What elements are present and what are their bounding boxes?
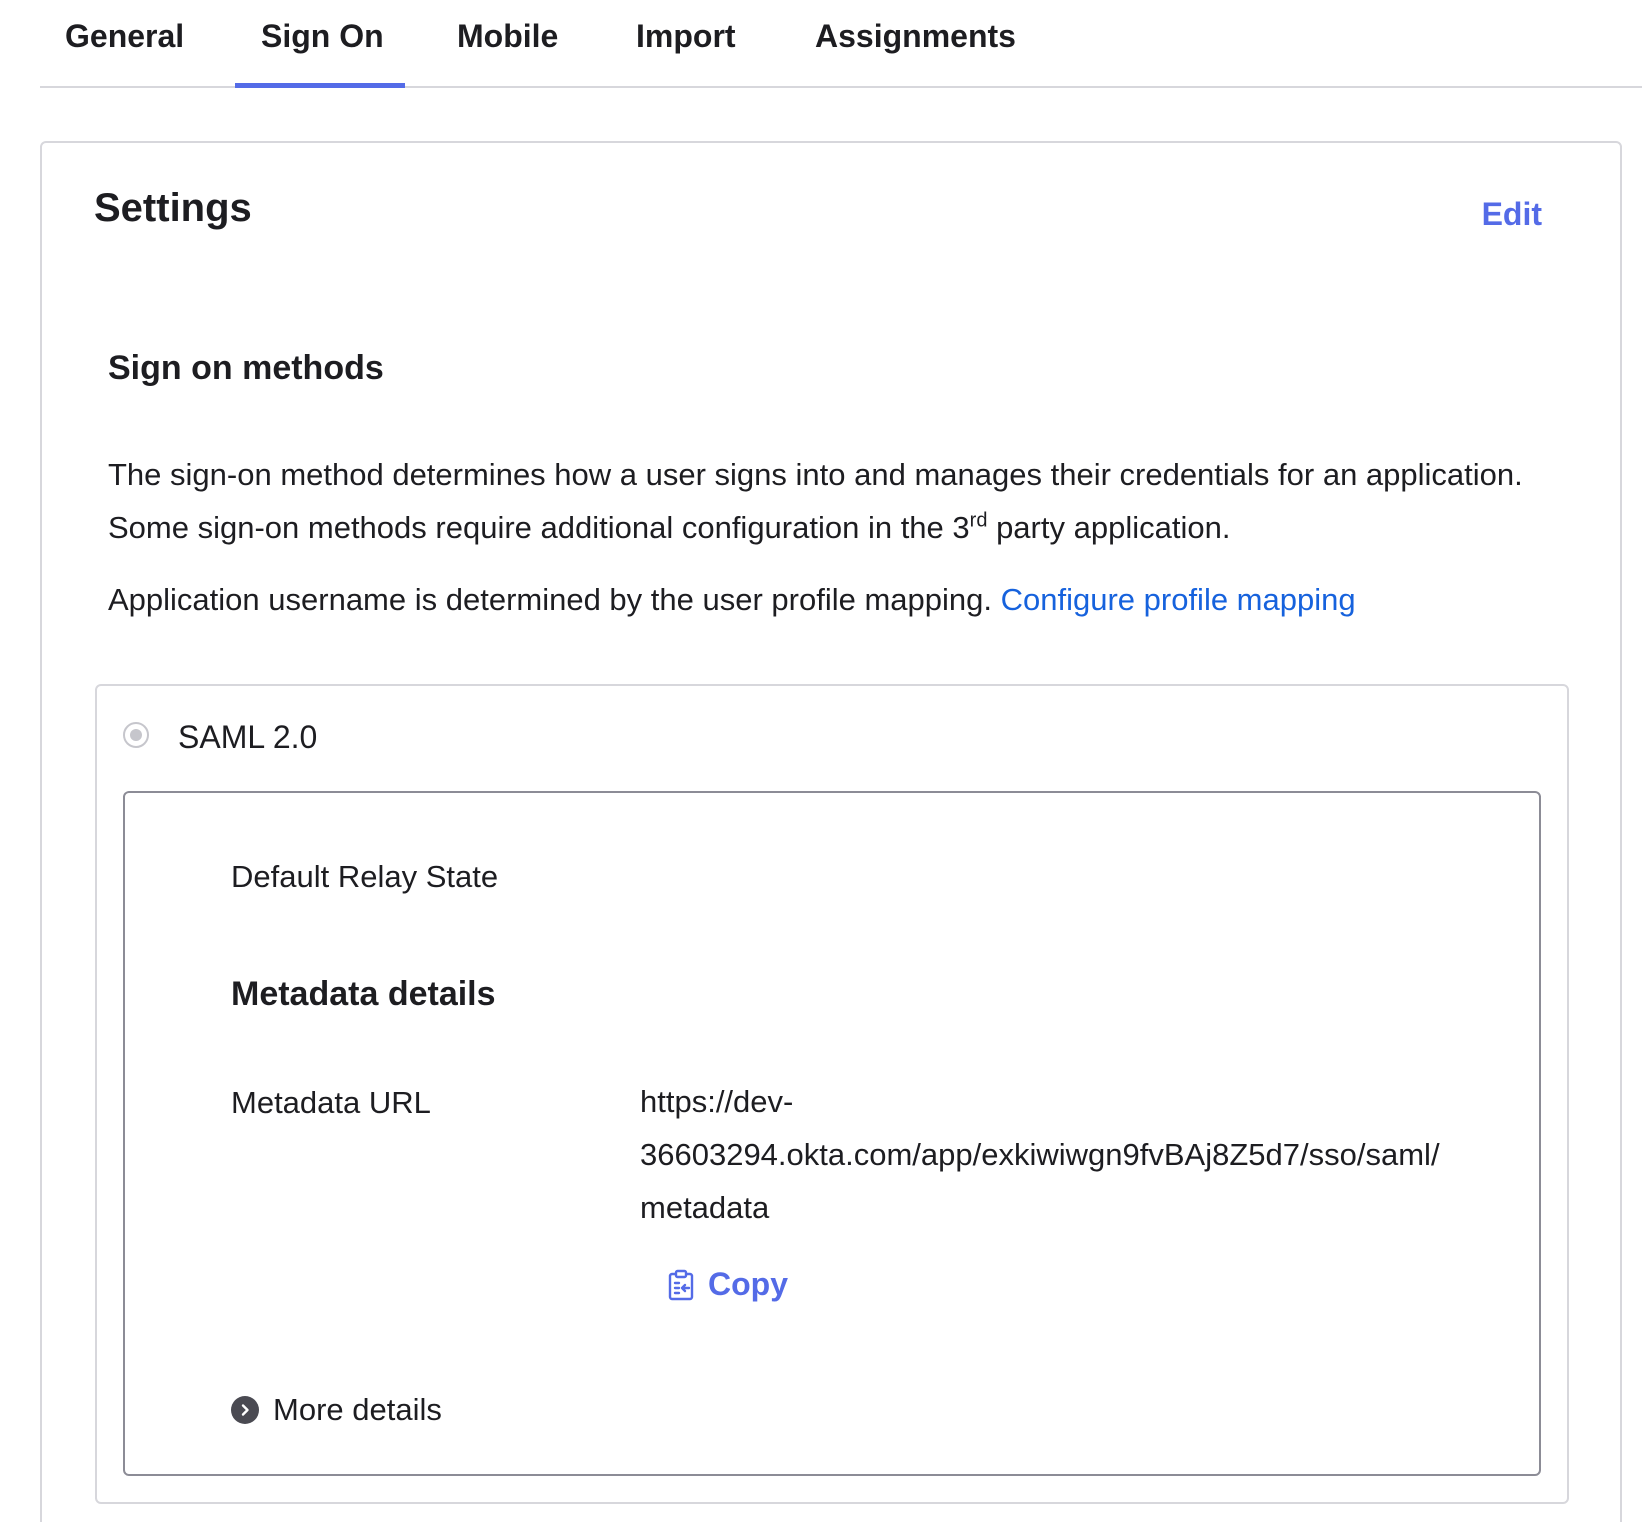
clipboard-icon xyxy=(668,1269,694,1301)
sign-on-methods-title: Sign on methods xyxy=(108,349,384,387)
tab-import[interactable]: Import xyxy=(636,18,736,54)
description-text: The sign-on method determines how a user signs into and manages their credentials for an application. Some sign-on methods require additional configuration in the 3 xyxy=(108,457,1523,545)
mapping-description: Application username is determined by the user profile mapping. xyxy=(108,582,992,617)
metadata-details-title: Metadata details xyxy=(231,975,496,1013)
metadata-url-value: https://dev-36603294.okta.com/app/exkiwiwgn9fvBAj8Z5d7/sso/saml/metadata xyxy=(640,1084,1440,1225)
description-superscript: rd xyxy=(969,509,988,532)
tab-general[interactable]: General xyxy=(65,18,185,54)
copy-button[interactable] xyxy=(668,1266,788,1303)
profile-mapping-text xyxy=(108,582,1356,618)
description-text-end: party application. xyxy=(987,510,1231,545)
edit-button[interactable]: Edit xyxy=(1481,196,1542,232)
configure-profile-mapping-link[interactable]: Configure profile mapping xyxy=(1000,582,1356,617)
settings-title: Settings xyxy=(94,186,252,230)
tab-mobile[interactable]: Mobile xyxy=(457,18,559,54)
default-relay-state-label: Default Relay State xyxy=(231,859,499,894)
copy-label: Copy xyxy=(708,1266,788,1302)
tab-bar xyxy=(40,0,1642,88)
saml-option-label[interactable]: SAML 2.0 xyxy=(178,719,318,755)
saml-radio-icon[interactable] xyxy=(123,722,149,748)
more-details-label: More details xyxy=(273,1392,442,1427)
metadata-url-label: Metadata URL xyxy=(231,1085,431,1120)
chevron-right-icon xyxy=(231,1396,259,1424)
tab-sign-on[interactable]: Sign On xyxy=(261,18,384,54)
tab-assignments[interactable]: Assignments xyxy=(815,18,1016,54)
more-details-toggle[interactable] xyxy=(231,1392,442,1428)
active-tab-indicator xyxy=(235,83,405,88)
sign-on-description xyxy=(108,448,1558,554)
